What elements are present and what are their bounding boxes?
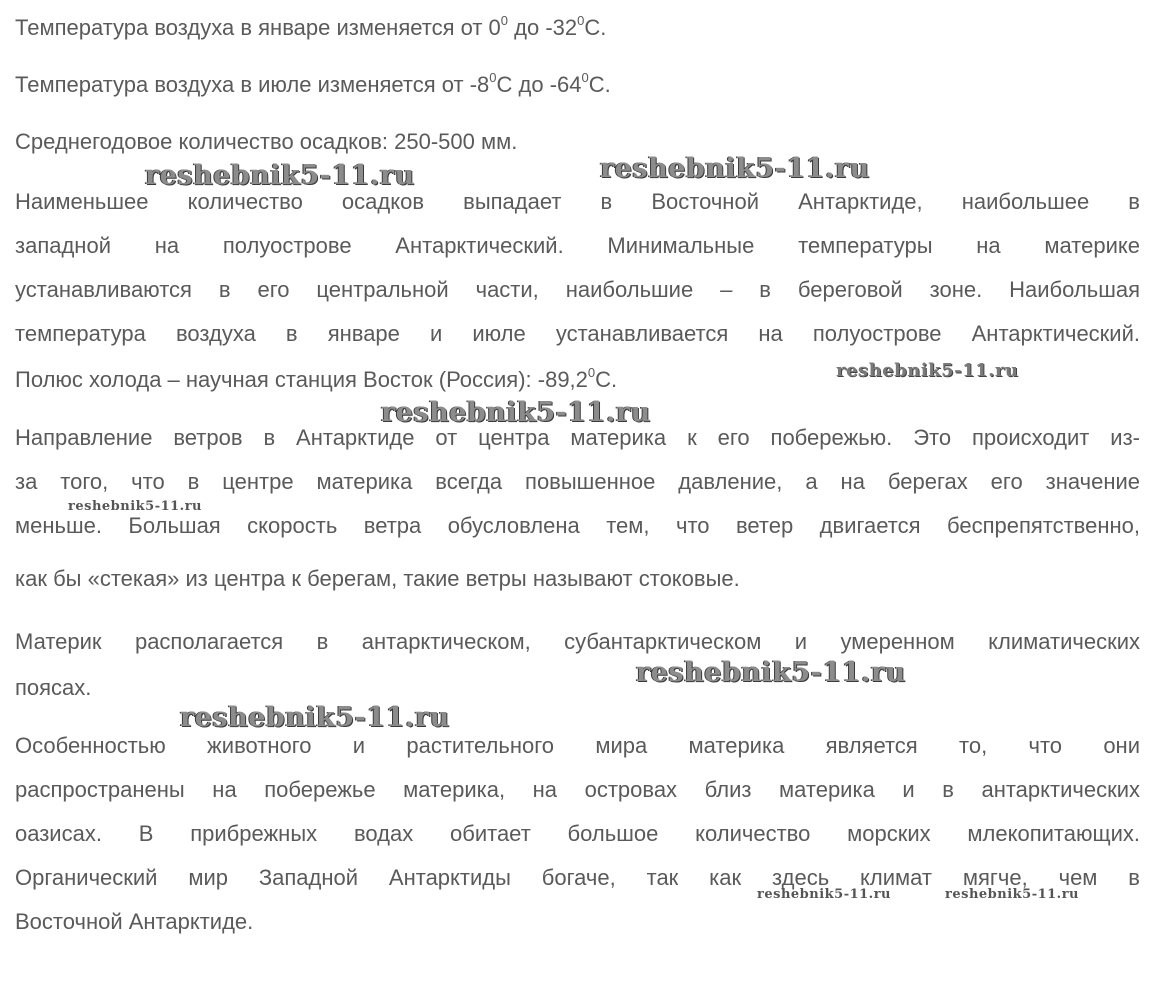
text-line: Восточной Антарктиде. [15, 909, 254, 934]
text-line: меньше. Большая скорость ветра обусловлена тем, что ветер двигается беспрепятственно, [15, 513, 1140, 538]
watermark: reshebnik5-11.ru [600, 153, 870, 184]
text-line: Температура воздуха в июле изменяется от $-8^0С$ до $-64^0С$. [15, 69, 611, 97]
text-line: распространены на побережье материка, на островах близ материка и в антарктических [15, 777, 1140, 802]
text-line: Органический мир Западной Антарктиды богаче, так как здесь климат мягче, чем в [15, 865, 1140, 890]
text-line: Особенностью животного и растительного мира материка является то, что они [15, 733, 1140, 758]
watermark: reshebnik5-11.ru [636, 657, 906, 688]
text-line: за того, что в центре материка всегда повышенное давление, а на берегах его значение [15, 469, 1140, 494]
watermark: reshebnik5-11.ru [180, 702, 450, 733]
text-line: Среднегодовое количество осадков: 250-500 мм. [15, 129, 518, 154]
text-line: Наименьшее количество осадков выпадает в Восточной Антарктиде, наибольшее в [15, 189, 1140, 214]
watermark: reshebnik5-11.ru [381, 397, 651, 428]
watermark: reshebnik5-11.ru [68, 499, 203, 514]
watermark: reshebnik5-11.ru [757, 887, 892, 902]
text-line: поясах. [15, 675, 92, 700]
text-line: Температура воздуха в январе изменяется от $0^0$ до $-32^0С$. [15, 12, 607, 40]
text-line: как бы «стекая» из центра к берегам, такие ветры называют стоковые. [15, 566, 740, 591]
text-line: западной на полуострове Антарктический. Минимальные температуры на материке [15, 233, 1140, 258]
text-line: Материк располагается в антарктическом, субантарктическом и умеренном климатических [15, 629, 1140, 654]
text-line: оазисах. В прибрежных водах обитает большое количество морских млекопитающих. [15, 821, 1140, 846]
text-line: Направление ветров в Антарктиде от центра материка к его побережью. Это происходит из- [15, 425, 1140, 450]
watermark: reshebnik5-11.ru [145, 160, 415, 191]
text-line: Полюс холода – научная станция Восток (Россия): -89,2$^0$С. [15, 364, 618, 392]
watermark: reshebnik5-11.ru [945, 887, 1080, 902]
text-line: устанавливаются в его центральной части, наибольшие – в береговой зоне. Наибольшая [15, 277, 1140, 302]
watermark: reshebnik5-11.ru [836, 360, 1019, 381]
text-line: температура воздуха в январе и июле устанавливается на полуострове Антарктический. [15, 321, 1140, 346]
